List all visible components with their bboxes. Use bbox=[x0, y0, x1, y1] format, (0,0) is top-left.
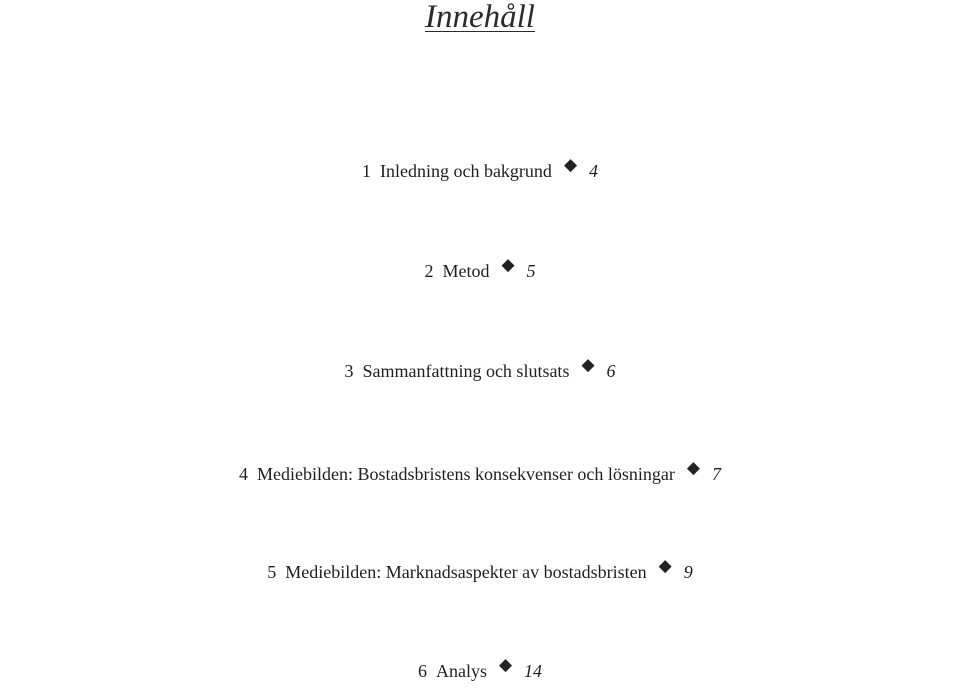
entry-number: 5 bbox=[267, 562, 277, 582]
toc-entry-4[interactable] bbox=[0, 448, 960, 494]
entry-page: 6 bbox=[606, 361, 616, 381]
diamond-bullet-icon: ◆ bbox=[581, 355, 595, 374]
toc-title bbox=[0, 0, 960, 37]
entry-page: 9 bbox=[683, 562, 693, 582]
entry-page: 5 bbox=[526, 261, 536, 281]
entry-page: 14 bbox=[524, 661, 543, 681]
entry-number: 1 bbox=[361, 161, 371, 181]
entry-number: 2 bbox=[424, 261, 434, 281]
toc-entry-3[interactable] bbox=[0, 345, 960, 391]
entry-label: Analys bbox=[435, 661, 487, 681]
diamond-bullet-icon: ◆ bbox=[501, 255, 515, 274]
toc-entry-6[interactable] bbox=[0, 645, 960, 691]
entry-label: Metod bbox=[442, 261, 490, 281]
diamond-bullet-icon: ◆ bbox=[658, 556, 672, 575]
entry-number: 3 bbox=[344, 361, 354, 381]
entry-page: 7 bbox=[712, 464, 721, 484]
toc-entry-2[interactable] bbox=[0, 245, 960, 291]
diamond-bullet-icon: ◆ bbox=[563, 155, 578, 174]
diamond-bullet-icon: ◆ bbox=[686, 458, 700, 477]
toc-entry-5[interactable] bbox=[0, 546, 960, 592]
entry-label: Sammanfattning och slutsats bbox=[362, 361, 570, 381]
entry-page: 4 bbox=[589, 161, 599, 181]
entry-label: Mediebilden: Bostadsbristens konsekvenser och lösningar bbox=[256, 464, 675, 484]
toc-title-text: Innehåll bbox=[425, 0, 535, 35]
toc-entry-1[interactable] bbox=[0, 145, 960, 191]
entry-label: Inledning och bakgrund bbox=[379, 161, 552, 181]
diamond-bullet-icon: ◆ bbox=[498, 655, 513, 674]
entry-number: 4 bbox=[238, 464, 248, 484]
entry-number: 6 bbox=[417, 661, 427, 681]
entry-label: Mediebilden: Marknadsaspekter av bostadsbristen bbox=[285, 562, 647, 582]
